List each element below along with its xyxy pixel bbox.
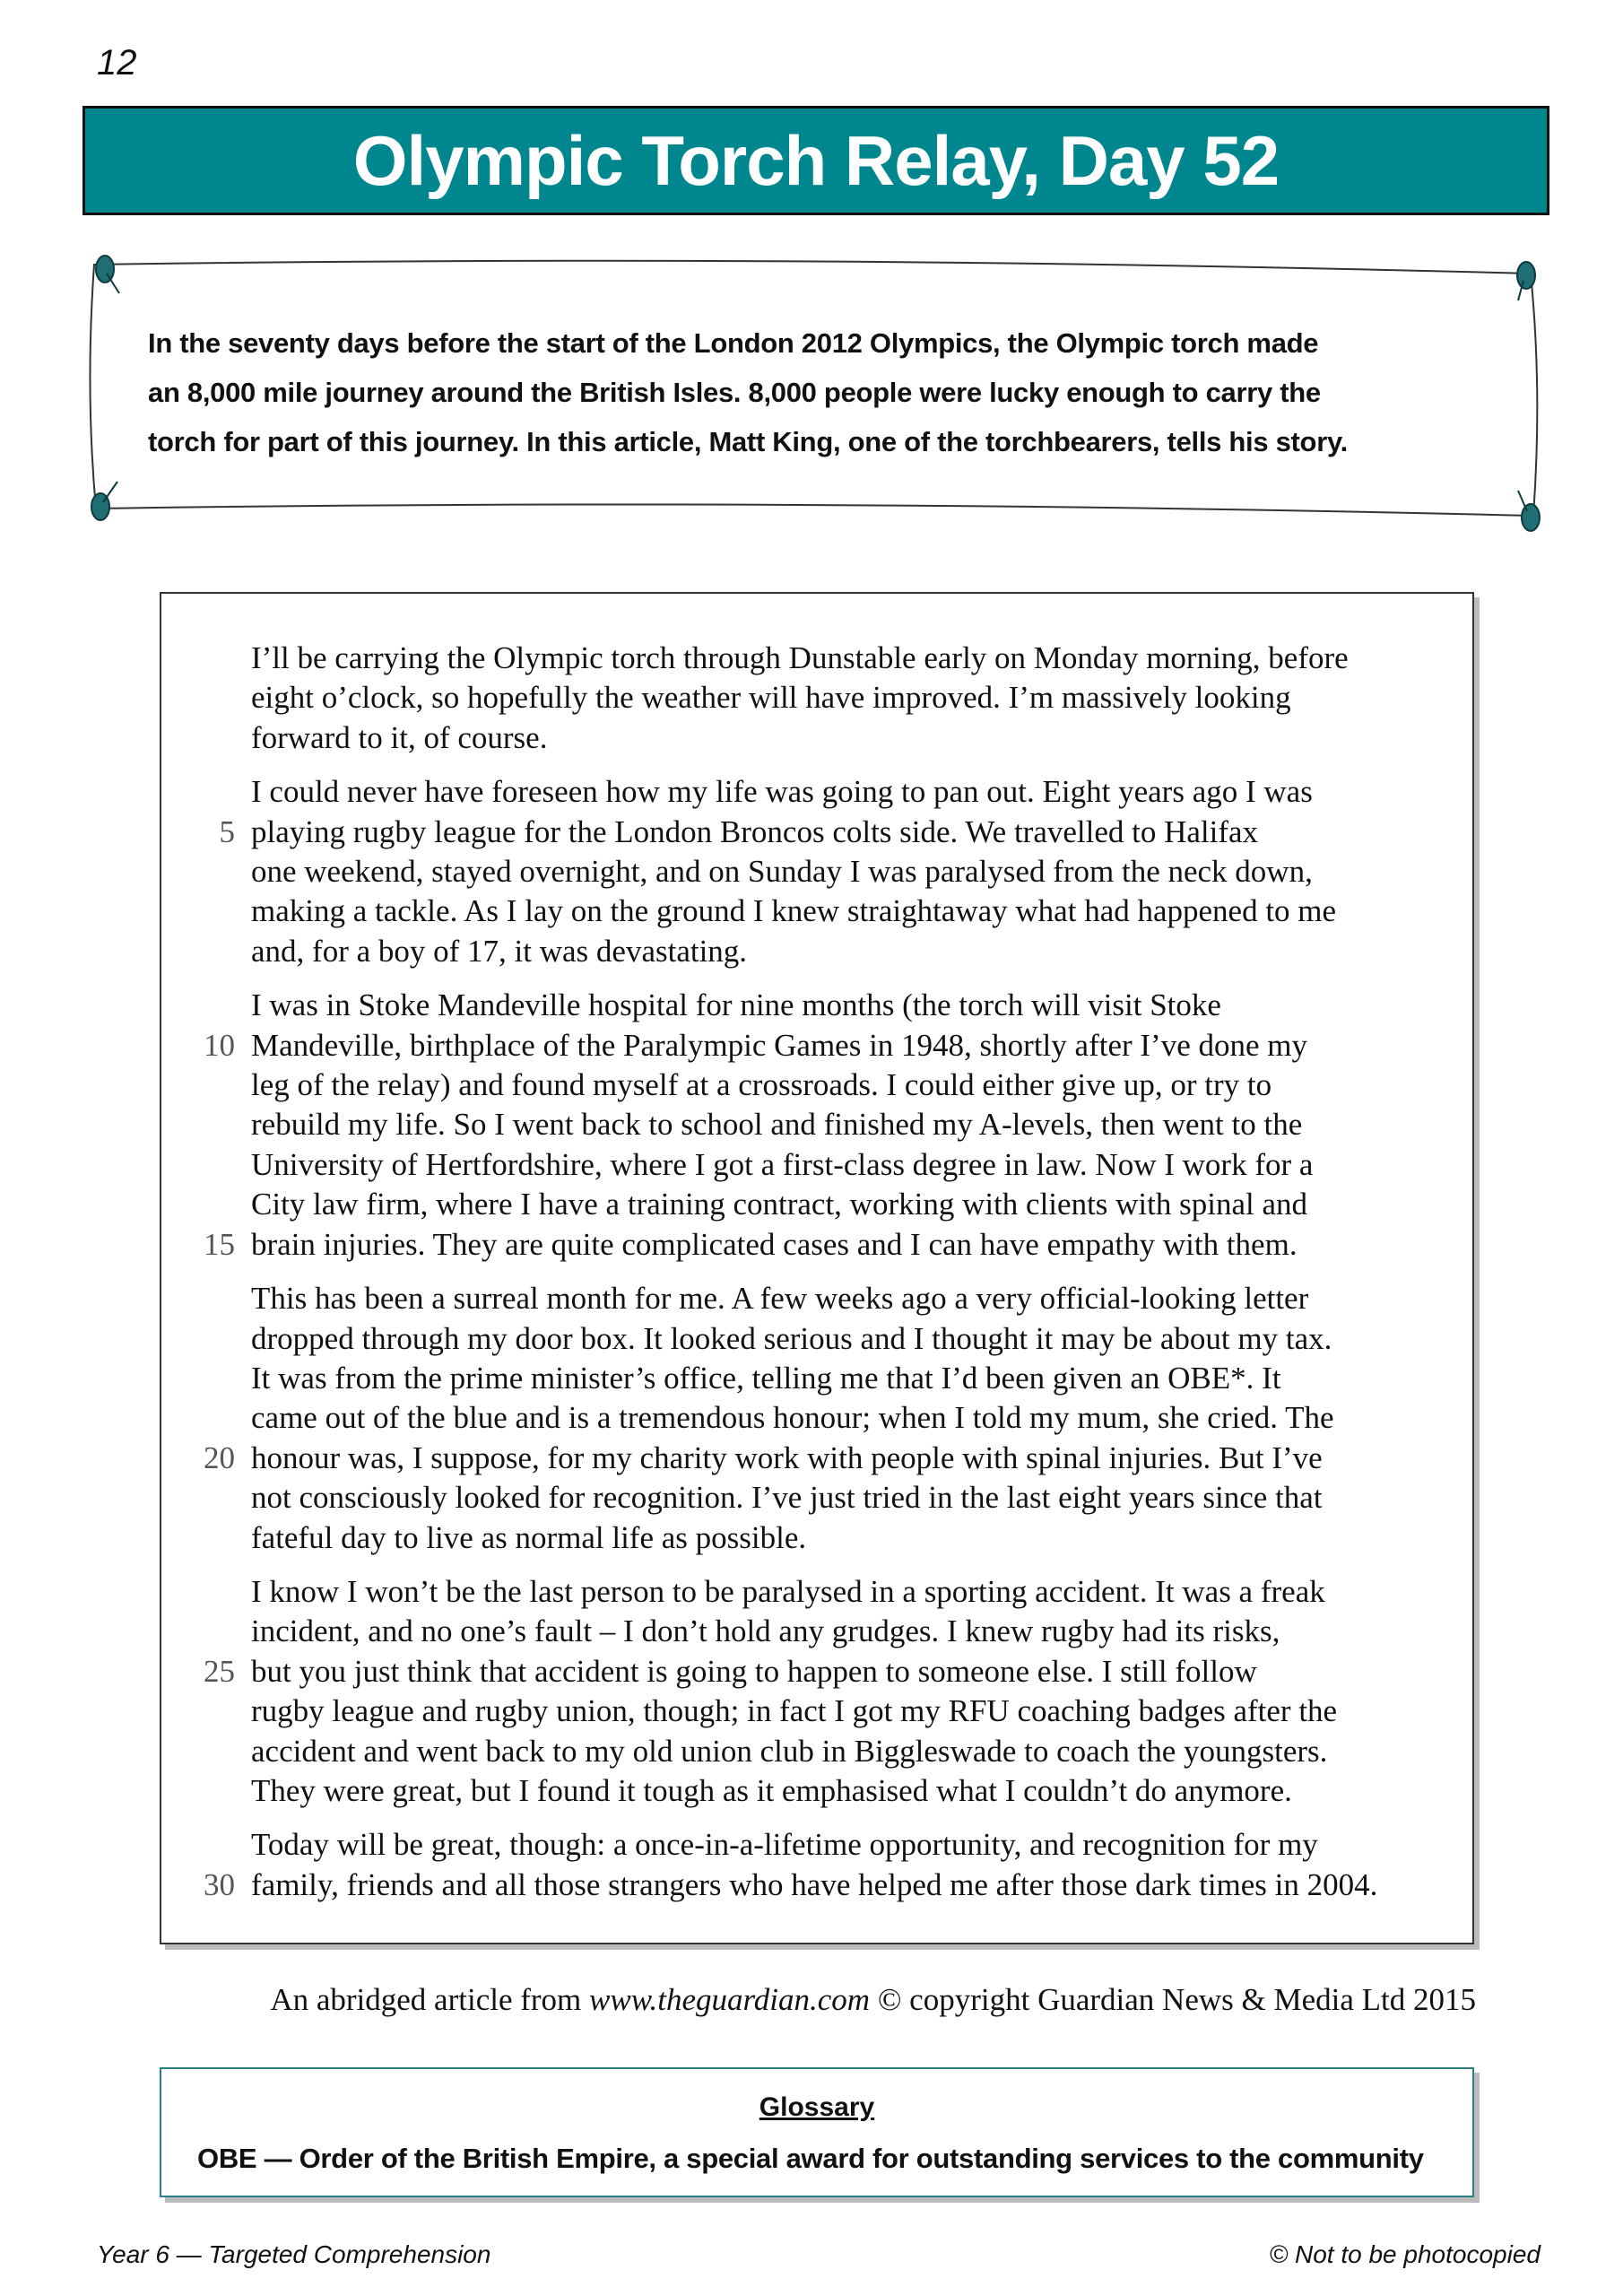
- line-text: I’ll be carrying the Olympic torch through Dunstable early on Monday morning, before: [251, 640, 1349, 675]
- intro-line: an 8,000 mile journey around the British Isles. 8,000 people were lucky enough to carry the: [148, 377, 1321, 408]
- article-line: [251, 1732, 1377, 1771]
- attribution-suffix: © copyright Guardian News & Media Ltd 2015: [870, 1982, 1476, 2017]
- line-text: not consciously looked for recognition. I’ve just tried in the last eight years since that: [251, 1480, 1323, 1516]
- line-text: making a tackle. As I lay on the ground I knew straightaway what had happened to me: [251, 893, 1337, 929]
- line-text: I could never have foreseen how my life was going to pan out. Eight years ago I was: [251, 774, 1313, 810]
- article-line: [219, 813, 1377, 852]
- article-line: [251, 639, 1377, 678]
- article-line: [251, 1279, 1377, 1318]
- article-line: [251, 986, 1377, 1025]
- article-paragraph: [219, 772, 1377, 971]
- line-text: came out of the blue and is a tremendous honour; when I told my mum, she cried. The: [251, 1400, 1334, 1436]
- article-line: [251, 852, 1377, 891]
- footer-left: Year 6 — Targeted Comprehension: [97, 2240, 491, 2268]
- line-text: eight o’clock, so hopefully the weather will have improved. I’m massively looking: [251, 680, 1291, 716]
- intro-line: In the seventy days before the start of the London 2012 Olympics, the Olympic torch made: [148, 327, 1319, 359]
- page-title: Olympic Torch Relay, Day 52: [352, 120, 1280, 200]
- line-text: but you just think that accident is going to happen to someone else. I still follow: [251, 1653, 1257, 1689]
- article-paragraph: [204, 1572, 1377, 1811]
- glossary-title: Glossary: [759, 2092, 875, 2122]
- line-number: 20: [204, 1439, 235, 1475]
- attribution-site: www.theguardian.com: [589, 1982, 871, 2017]
- intro-line: torch for part of this journey. In this article, Matt King, one of the torchbearers, tells his story.: [148, 426, 1348, 457]
- article-line: [251, 1145, 1377, 1185]
- article-line: [251, 1478, 1377, 1518]
- article-line: [204, 1866, 1378, 1905]
- line-number: 5: [219, 813, 235, 849]
- article-paragraph: [204, 986, 1377, 1265]
- article-line: [251, 1518, 1377, 1558]
- line-number: 10: [204, 1027, 235, 1063]
- glossary-box: [160, 2067, 1474, 2197]
- footer-right: © Not to be photocopied: [1269, 2240, 1541, 2268]
- attribution: [270, 1982, 1476, 2018]
- line-number: 25: [204, 1653, 235, 1689]
- article-line: [251, 1825, 1377, 1865]
- article-line: [251, 718, 1377, 758]
- line-text: incident, and no one’s fault – I don’t hold any grudges. I knew rugby had its risks,: [251, 1613, 1280, 1649]
- line-text: They were great, but I found it tough as it emphasised what I couldn’t do anymore.: [251, 1772, 1292, 1808]
- article-body: [204, 639, 1378, 1919]
- article-line: [251, 1612, 1377, 1651]
- article-line: [251, 891, 1377, 931]
- article-line: [251, 1771, 1377, 1811]
- line-text: It was from the prime minister’s office, telling me that I’d been given an OBE*. It: [251, 1360, 1281, 1396]
- line-text: I was in Stoke Mandeville hospital for nine months (the torch will visit Stoke: [251, 987, 1221, 1023]
- article-box: [160, 592, 1474, 1944]
- line-text: brain injuries. They are quite complicated cases and I can have empathy with them.: [251, 1226, 1298, 1262]
- attribution-prefix: An abridged article from: [270, 1982, 590, 2017]
- article-line: [204, 1439, 1377, 1478]
- intro-box: [85, 247, 1549, 532]
- line-text: playing rugby league for the London Broncos colts side. We travelled to Halifax: [251, 813, 1259, 849]
- line-text: one weekend, stayed overnight, and on Sunday I was paralysed from the neck down,: [251, 854, 1313, 890]
- article-line: [251, 1359, 1377, 1398]
- title-banner: [82, 106, 1549, 215]
- line-number: 15: [204, 1226, 235, 1262]
- line-text: leg of the relay) and found myself at a crossroads. I could either give up, or try to: [251, 1067, 1272, 1103]
- article-line: [251, 1692, 1377, 1731]
- line-number: 30: [204, 1866, 235, 1902]
- article-paragraph: [204, 1279, 1377, 1558]
- article-line: [251, 1105, 1377, 1144]
- line-text: family, friends and all those strangers who have helped me after those dark times in 2004.: [251, 1866, 1378, 1902]
- intro-text: [148, 318, 1529, 466]
- line-text: Mandeville, birthplace of the Paralympic Games in 1948, shortly after I’ve done my: [251, 1027, 1307, 1063]
- article-line: [251, 678, 1377, 718]
- line-text: honour was, I suppose, for my charity work with people with spinal injuries. But I’ve: [251, 1439, 1323, 1475]
- article-line: [204, 1225, 1377, 1265]
- page-number: 12: [97, 43, 137, 83]
- article-line: [251, 932, 1377, 971]
- line-text: fateful day to live as normal life as possible.: [251, 1519, 807, 1555]
- line-text: rebuild my life. So I went back to school and finished my A-levels, then went to the: [251, 1107, 1303, 1143]
- article-line: [251, 1572, 1377, 1612]
- article-paragraph: [251, 639, 1377, 758]
- line-text: rugby league and rugby union, though; in fact I got my RFU coaching badges after the: [251, 1693, 1338, 1729]
- article-line: [251, 1319, 1377, 1359]
- line-text: This has been a surreal month for me. A few weeks ago a very official-looking letter: [251, 1281, 1309, 1317]
- article-line: [204, 1652, 1377, 1692]
- line-text: City law firm, where I have a training contract, working with clients with spinal and: [251, 1187, 1308, 1222]
- article-line: [251, 772, 1377, 812]
- article-paragraph: [204, 1825, 1378, 1905]
- article-line: [251, 1065, 1377, 1105]
- line-text: dropped through my door box. It looked serious and I thought it may be about my tax.: [251, 1320, 1332, 1356]
- line-text: accident and went back to my old union club in Biggleswade to coach the youngsters.: [251, 1733, 1328, 1769]
- line-text: I know I won’t be the last person to be paralysed in a sporting accident. It was a freak: [251, 1573, 1325, 1609]
- line-text: Today will be great, though: a once-in-a-lifetime opportunity, and recognition for my: [251, 1827, 1318, 1863]
- line-text: University of Hertfordshire, where I got a first-class degree in law. Now I work for a: [251, 1146, 1314, 1182]
- glossary-definition: OBE — Order of the British Empire, a special award for outstanding services to the community: [197, 2143, 1424, 2174]
- article-line: [251, 1185, 1377, 1224]
- line-text: forward to it, of course.: [251, 719, 548, 755]
- article-line: [204, 1026, 1377, 1065]
- article-line: [251, 1398, 1377, 1438]
- line-text: and, for a boy of 17, it was devastating.: [251, 933, 748, 969]
